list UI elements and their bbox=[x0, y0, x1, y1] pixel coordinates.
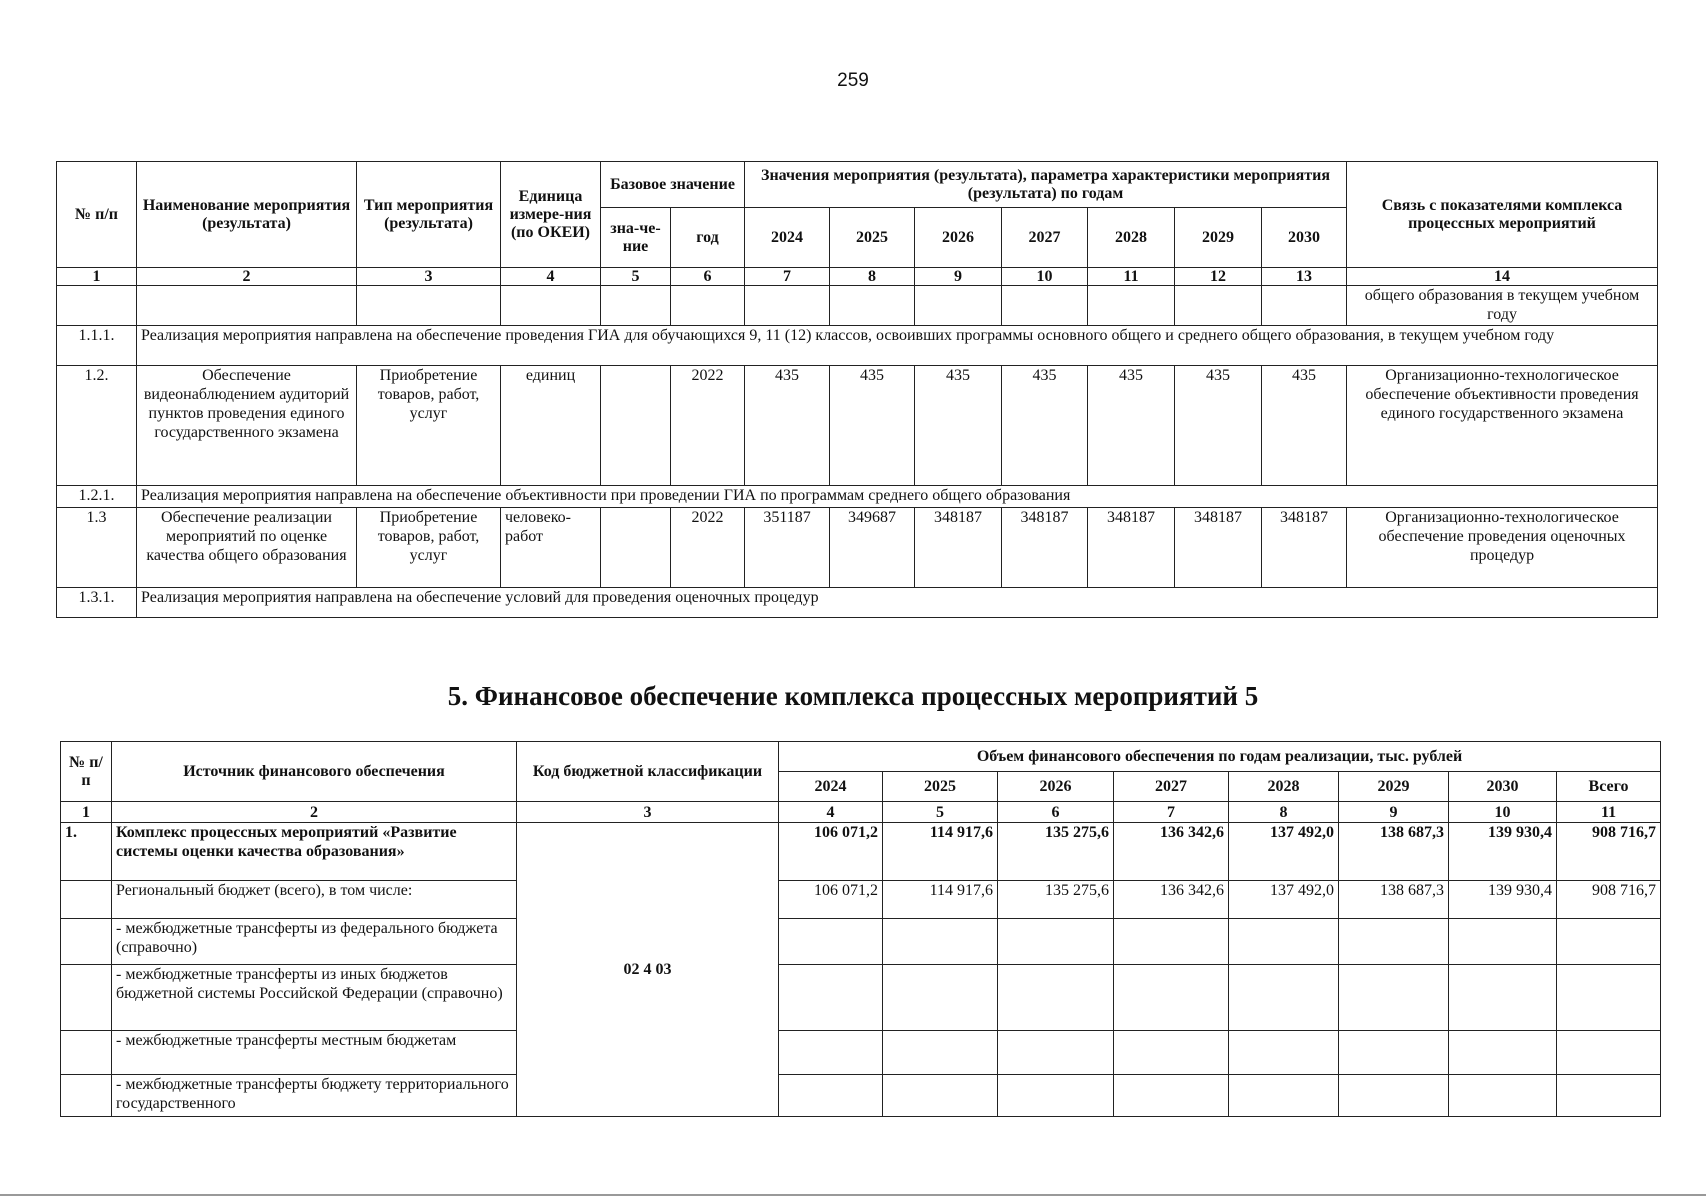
index-cell: 4 bbox=[501, 268, 601, 286]
index-cell: 7 bbox=[745, 268, 830, 286]
header-num: № п/п bbox=[61, 742, 112, 802]
row-value bbox=[1449, 965, 1557, 1031]
row-value bbox=[998, 1075, 1114, 1117]
index-cell: 11 bbox=[1088, 268, 1175, 286]
index-cell: 5 bbox=[601, 268, 671, 286]
row-value: 435 bbox=[745, 366, 830, 486]
row-value bbox=[1114, 1031, 1229, 1075]
row-value: 435 bbox=[1175, 366, 1262, 486]
index-cell: 8 bbox=[1229, 802, 1339, 823]
row-value: 138 687,3 bbox=[1339, 823, 1449, 881]
note-row bbox=[57, 326, 1658, 366]
header-year: 2029 bbox=[1175, 208, 1262, 268]
row-value bbox=[998, 965, 1114, 1031]
row-label: Комплекс процессных мероприятий «Развитие системы оценки качества образования» bbox=[112, 823, 517, 881]
index-cell: 8 bbox=[830, 268, 915, 286]
index-cell: 10 bbox=[1449, 802, 1557, 823]
row-value bbox=[1229, 1031, 1339, 1075]
note-row bbox=[57, 588, 1658, 618]
header-year: 2025 bbox=[830, 208, 915, 268]
funding-table bbox=[60, 741, 1661, 1117]
header-volume: Объем финансового обеспечения по годам реализации, тыс. рублей bbox=[779, 742, 1661, 772]
header-type: Тип мероприятия (результата) bbox=[357, 162, 501, 268]
row-value bbox=[1449, 919, 1557, 965]
index-cell: 9 bbox=[1339, 802, 1449, 823]
row-value: 135 275,6 bbox=[998, 881, 1114, 919]
index-cell: 4 bbox=[779, 802, 883, 823]
row-value: 106 071,2 bbox=[779, 823, 883, 881]
header-base-year: год bbox=[671, 208, 745, 268]
index-cell: 7 bbox=[1114, 802, 1229, 823]
row-value bbox=[779, 919, 883, 965]
header-link: Связь с показателями комплекса процессных мероприятий bbox=[1347, 162, 1658, 268]
index-row bbox=[57, 268, 1658, 286]
row-value: 435 bbox=[915, 366, 1002, 486]
page-number: 259 bbox=[837, 70, 869, 91]
row-value: 137 492,0 bbox=[1229, 823, 1339, 881]
header-values-group: Значения мероприятия (результата), параметра характеристики мероприятия (результата) по годам bbox=[745, 162, 1347, 208]
row-base-value bbox=[601, 366, 671, 486]
row-total bbox=[1557, 919, 1661, 965]
row-unit: единиц bbox=[501, 366, 601, 486]
index-row bbox=[61, 802, 1661, 823]
header-unit: Единица измере-ния (по ОКЕИ) bbox=[501, 162, 601, 268]
row-label: - межбюджетные трансферты из федерального бюджета (справочно) bbox=[112, 919, 517, 965]
row-value: 435 bbox=[1262, 366, 1347, 486]
row-total: 908 716,7 bbox=[1557, 881, 1661, 919]
note-text: Реализация мероприятия направлена на обеспечение проведения ГИА для обучающихся 9, 11 (12) классов, освоивших программы основного общего и среднего общего образования, в текущем учебном году bbox=[137, 326, 1658, 366]
row-value bbox=[779, 965, 883, 1031]
row-value: 351187 bbox=[745, 508, 830, 588]
header-year: 2029 bbox=[1339, 772, 1449, 802]
note-num: 1.1.1. bbox=[57, 326, 137, 366]
header-num: № п/п bbox=[57, 162, 137, 268]
header-year: 2028 bbox=[1229, 772, 1339, 802]
table-row bbox=[61, 919, 1661, 965]
row-value bbox=[1449, 1031, 1557, 1075]
index-cell: 2 bbox=[112, 802, 517, 823]
index-cell: 10 bbox=[1002, 268, 1088, 286]
row-link: Организационно-технологическое обеспечение проведения оценочных процедур bbox=[1347, 508, 1658, 588]
row-num bbox=[61, 1075, 112, 1117]
header-year: 2027 bbox=[1002, 208, 1088, 268]
row-label: - межбюджетные трансферты местным бюджетам bbox=[112, 1031, 517, 1075]
row-value: 348187 bbox=[1088, 508, 1175, 588]
header-year: 2024 bbox=[779, 772, 883, 802]
index-cell: 14 bbox=[1347, 268, 1658, 286]
row-value: 348187 bbox=[1262, 508, 1347, 588]
header-name: Наименование мероприятия (результата) bbox=[137, 162, 357, 268]
row-value bbox=[1114, 1075, 1229, 1117]
row-value: 435 bbox=[830, 366, 915, 486]
row-label: - межбюджетные трансферты бюджету территориального государственного bbox=[112, 1075, 517, 1117]
header-year: 2028 bbox=[1088, 208, 1175, 268]
row-value: 114 917,6 bbox=[883, 823, 998, 881]
note-text: Реализация мероприятия направлена на обеспечение условий для проведения оценочных процедур bbox=[137, 588, 1658, 618]
row-value bbox=[998, 919, 1114, 965]
row-name: Обеспечение видеонаблюдением аудиторий пунктов проведения единого государственного экзамена bbox=[137, 366, 357, 486]
row-total: 908 716,7 bbox=[1557, 823, 1661, 881]
table-row bbox=[61, 965, 1661, 1031]
row-total bbox=[1557, 1075, 1661, 1117]
index-cell: 3 bbox=[517, 802, 779, 823]
row-value: 136 342,6 bbox=[1114, 823, 1229, 881]
row-value: 137 492,0 bbox=[1229, 881, 1339, 919]
row-value: 435 bbox=[1002, 366, 1088, 486]
header-total: Всего bbox=[1557, 772, 1661, 802]
row-type: Приобретение товаров, работ, услуг bbox=[357, 508, 501, 588]
row-label: - межбюджетные трансферты из иных бюджетов бюджетной системы Российской Федерации (справочно) bbox=[112, 965, 517, 1031]
row-value bbox=[1339, 965, 1449, 1031]
header-year: 2030 bbox=[1262, 208, 1347, 268]
row-value bbox=[1229, 919, 1339, 965]
header-year: 2027 bbox=[1114, 772, 1229, 802]
header-base-value: зна-че-ние bbox=[601, 208, 671, 268]
header-source: Источник финансового обеспечения bbox=[112, 742, 517, 802]
row-value: 114 917,6 bbox=[883, 881, 998, 919]
row-value: 136 342,6 bbox=[1114, 881, 1229, 919]
header-base: Базовое значение bbox=[601, 162, 745, 208]
row-num: 1. bbox=[61, 823, 112, 881]
row-value bbox=[883, 1031, 998, 1075]
row-value: 348187 bbox=[1175, 508, 1262, 588]
table-row bbox=[61, 1031, 1661, 1075]
row-value bbox=[1339, 919, 1449, 965]
row-value: 139 930,4 bbox=[1449, 881, 1557, 919]
row-value: 348187 bbox=[1002, 508, 1088, 588]
table-row bbox=[61, 881, 1661, 919]
row-value bbox=[779, 1075, 883, 1117]
note-row bbox=[57, 486, 1658, 508]
row-value bbox=[779, 1031, 883, 1075]
row-num: 1.2. bbox=[57, 366, 137, 486]
note-num: 1.3.1. bbox=[57, 588, 137, 618]
row-label: Региональный бюджет (всего), в том числе: bbox=[112, 881, 517, 919]
row-name: Обеспечение реализации мероприятий по оценке качества общего образования bbox=[137, 508, 357, 588]
index-cell: 11 bbox=[1557, 802, 1661, 823]
row-value bbox=[1449, 1075, 1557, 1117]
note-num: 1.2.1. bbox=[57, 486, 137, 508]
row-value bbox=[1114, 919, 1229, 965]
measures-table bbox=[56, 161, 1658, 618]
header-year: 2026 bbox=[915, 208, 1002, 268]
continuation-row bbox=[57, 286, 1658, 326]
row-total bbox=[1557, 1031, 1661, 1075]
note-text: Реализация мероприятия направлена на обеспечение объективности при проведении ГИА по программам среднего общего образования bbox=[137, 486, 1658, 508]
header-year: 2024 bbox=[745, 208, 830, 268]
row-base-year: 2022 bbox=[671, 508, 745, 588]
index-cell: 3 bbox=[357, 268, 501, 286]
row-value: 106 071,2 bbox=[779, 881, 883, 919]
row-total bbox=[1557, 965, 1661, 1031]
row-value bbox=[883, 1075, 998, 1117]
index-cell: 1 bbox=[61, 802, 112, 823]
row-base-value bbox=[601, 508, 671, 588]
row-value: 349687 bbox=[830, 508, 915, 588]
row-value: 135 275,6 bbox=[998, 823, 1114, 881]
row-value bbox=[883, 919, 998, 965]
row-value: 139 930,4 bbox=[1449, 823, 1557, 881]
table-row bbox=[57, 508, 1658, 588]
row-num bbox=[61, 1031, 112, 1075]
row-value: 435 bbox=[1088, 366, 1175, 486]
row-base-year: 2022 bbox=[671, 366, 745, 486]
continuation-text: общего образования в текущем учебном году bbox=[1347, 286, 1658, 326]
row-num bbox=[61, 919, 112, 965]
row-type: Приобретение товаров, работ, услуг bbox=[357, 366, 501, 486]
table-row bbox=[57, 366, 1658, 486]
row-link: Организационно-технологическое обеспечение объективности проведения единого государственного экзамена bbox=[1347, 366, 1658, 486]
index-cell: 5 bbox=[883, 802, 998, 823]
row-value bbox=[1229, 965, 1339, 1031]
row-value bbox=[1114, 965, 1229, 1031]
index-cell: 6 bbox=[671, 268, 745, 286]
row-num bbox=[61, 965, 112, 1031]
index-cell: 12 bbox=[1175, 268, 1262, 286]
budget-code: 02 4 03 bbox=[517, 823, 779, 1117]
page-edge-line bbox=[0, 1194, 1706, 1196]
row-value: 348187 bbox=[915, 508, 1002, 588]
index-cell: 1 bbox=[57, 268, 137, 286]
index-cell: 6 bbox=[998, 802, 1114, 823]
index-cell: 13 bbox=[1262, 268, 1347, 286]
row-num bbox=[61, 881, 112, 919]
index-cell: 9 bbox=[915, 268, 1002, 286]
header-year: 2026 bbox=[998, 772, 1114, 802]
row-unit: человеко-работ bbox=[501, 508, 601, 588]
index-cell: 2 bbox=[137, 268, 357, 286]
row-value bbox=[1339, 1075, 1449, 1117]
row-value bbox=[1229, 1075, 1339, 1117]
row-value: 138 687,3 bbox=[1339, 881, 1449, 919]
table-row bbox=[61, 823, 1661, 881]
row-value bbox=[1339, 1031, 1449, 1075]
row-num: 1.3 bbox=[57, 508, 137, 588]
section-title: 5. Финансовое обеспечение комплекса процессных мероприятий 5 bbox=[447, 681, 1259, 711]
header-code: Код бюджетной классификации bbox=[517, 742, 779, 802]
row-value bbox=[883, 965, 998, 1031]
header-year: 2030 bbox=[1449, 772, 1557, 802]
table-row bbox=[61, 1075, 1661, 1117]
header-year: 2025 bbox=[883, 772, 998, 802]
row-value bbox=[998, 1031, 1114, 1075]
